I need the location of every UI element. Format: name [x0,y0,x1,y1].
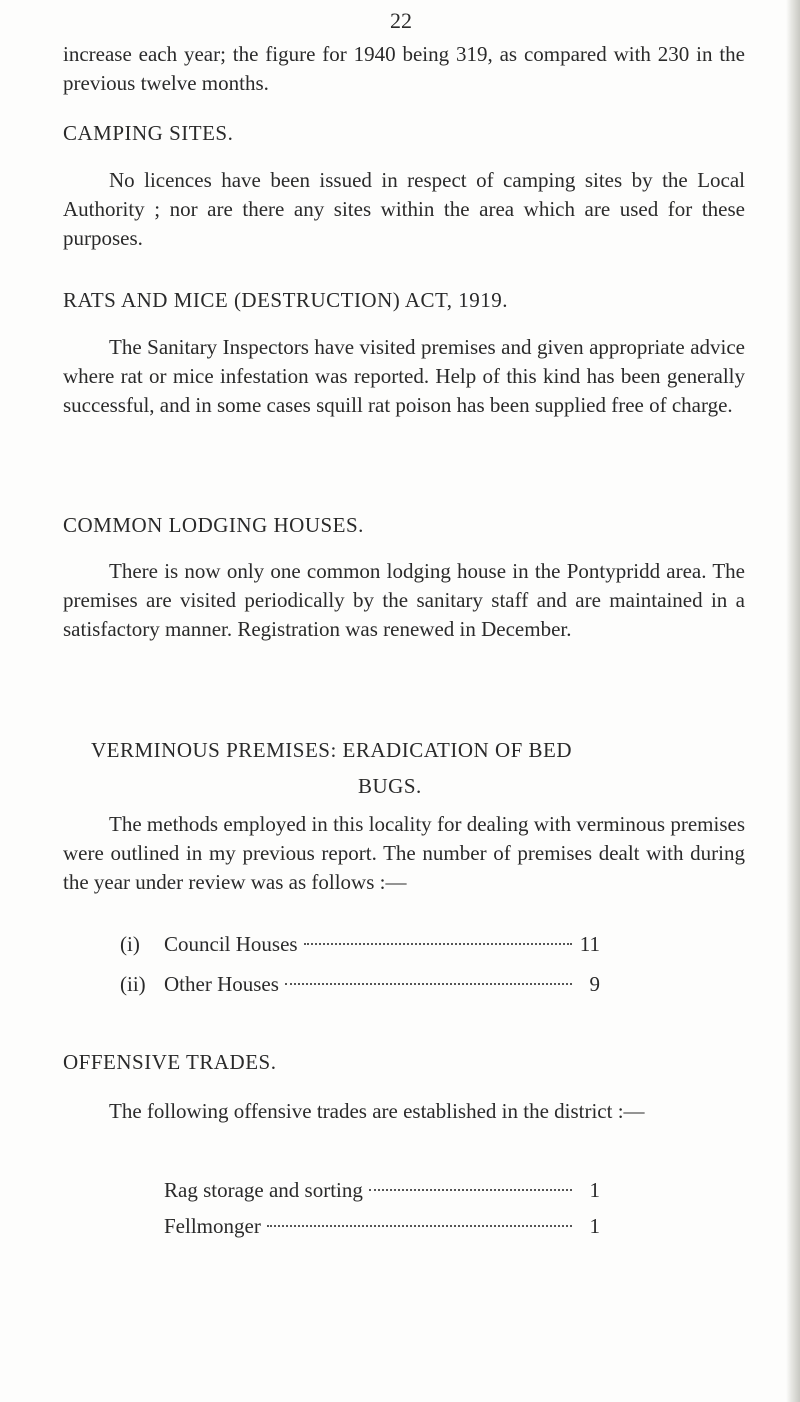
list-item-label: Council Houses [164,932,298,956]
rats-and-mice-paragraph [63,333,745,420]
list-item [120,970,600,998]
camping-sites-text: No licences have been issued in respect of camping sites by the Local Authority ; nor are there any sites within the area which are used for these purposes. [63,168,745,250]
intro-paragraph: increase each year; the figure for 1940 being 319, as compared with 230 in the previous twelve months. [63,42,745,95]
page-edge-shadow [786,0,800,1402]
verminous-text: The methods employed in this locality for dealing with verminous premises were outlined in my previous report. The number of premises dealt with during the year under review was as follows :— [63,812,745,894]
list-item-number: (ii) [120,972,146,996]
verminous-paragraph [63,810,745,897]
dot-leader [285,983,572,985]
list-item-count: 1 [589,1214,600,1238]
page-number: 22 [390,8,412,33]
rats-and-mice-text: The Sanitary Inspectors have visited premises and given appropriate advice where rat or mice infestation was reported. Help of this kind has been generally successful, and in some cases squill rat poison has been supplied free of charge. [63,335,745,417]
common-lodging-text: There is now only one common lodging house in the Pontypridd area. The premises are visited periodically by the sanitary staff and are maintained in a satisfactory manner. Registration was renewed in December. [63,559,745,641]
dot-leader [267,1225,572,1227]
list-item-label: Other Houses [164,972,279,996]
common-lodging-paragraph [63,557,745,644]
verminous-heading-line2: BUGS. [358,774,422,798]
rats-and-mice-heading: RATS AND MICE (DESTRUCTION) ACT, 1919. [63,288,509,312]
list-item [164,1176,600,1204]
list-item [120,930,600,958]
offensive-trades-text: The following offensive trades are established in the district :— [109,1099,645,1123]
dot-leader [304,943,572,945]
camping-sites-paragraph [63,166,745,253]
list-item-label: Fellmonger [164,1214,261,1238]
list-item-label: Rag storage and sorting [164,1178,363,1202]
offensive-trades-heading: OFFENSIVE TRADES. [63,1050,277,1074]
list-item-count: 11 [579,932,600,956]
common-lodging-heading: COMMON LODGING HOUSES. [63,513,364,537]
list-item-count: 1 [589,1178,600,1202]
verminous-heading-line1: VERMINOUS PREMISES: ERADICATION OF BED [91,738,573,762]
offensive-trades-paragraph [63,1097,745,1126]
dot-leader [369,1189,572,1191]
list-item [164,1212,600,1240]
list-item-number: (i) [120,932,140,956]
list-item-count: 9 [589,972,600,996]
camping-sites-heading: CAMPING SITES. [63,121,234,145]
